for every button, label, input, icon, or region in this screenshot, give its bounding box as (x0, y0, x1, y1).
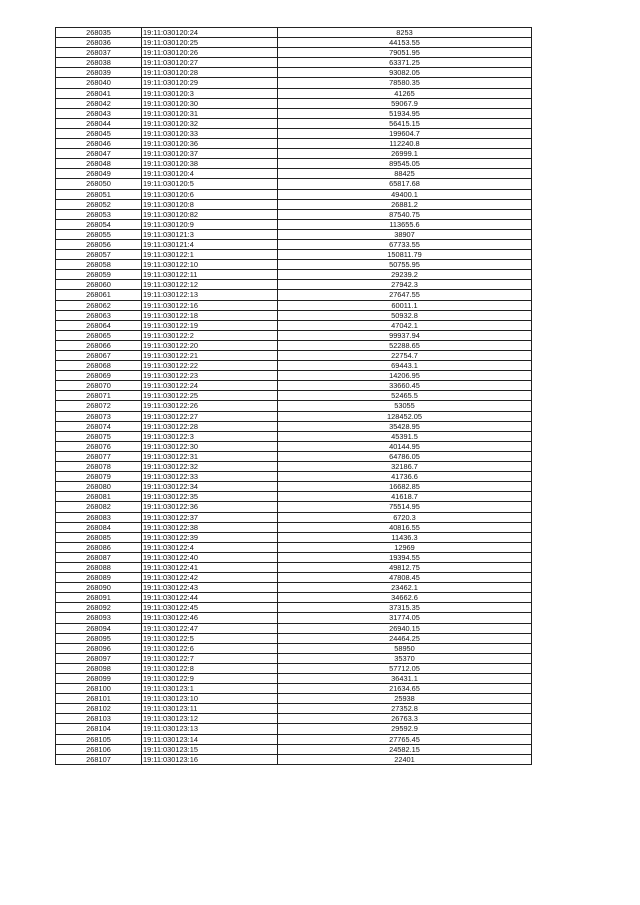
cadastral-number-cell: 19:11:030121:4 (142, 239, 278, 249)
table-body (56, 28, 532, 765)
cadastral-number-cell: 19:11:030122:32 (142, 462, 278, 472)
table-row (56, 552, 532, 562)
amount-cell: 52288.65 (278, 340, 532, 350)
cadastral-number-cell: 19:11:030120:36 (142, 139, 278, 149)
table-row (56, 643, 532, 653)
row-id-cell: 268054 (56, 219, 142, 229)
row-id-cell: 268035 (56, 28, 142, 38)
cadastral-number-cell: 19:11:030122:42 (142, 573, 278, 583)
cadastral-number-cell: 19:11:030120:27 (142, 58, 278, 68)
cadastral-number-cell: 19:11:030122:39 (142, 532, 278, 542)
cadastral-number-cell: 19:11:030120:82 (142, 209, 278, 219)
cadastral-number-cell: 19:11:030122:20 (142, 340, 278, 350)
cadastral-number-cell: 19:11:030122:33 (142, 472, 278, 482)
table-row (56, 209, 532, 219)
cadastral-number-cell: 19:11:030122:9 (142, 674, 278, 684)
table-row (56, 48, 532, 58)
table-row (56, 462, 532, 472)
cadastral-number-cell: 19:11:030122:40 (142, 552, 278, 562)
table-row (56, 573, 532, 583)
cadastral-number-cell: 19:11:030122:25 (142, 391, 278, 401)
row-id-cell: 268066 (56, 340, 142, 350)
cadastral-number-cell: 19:11:030120:31 (142, 108, 278, 118)
table-row (56, 441, 532, 451)
row-id-cell: 268036 (56, 38, 142, 48)
amount-cell: 41618.7 (278, 492, 532, 502)
table-row (56, 704, 532, 714)
row-id-cell: 268040 (56, 78, 142, 88)
table-row (56, 714, 532, 724)
row-id-cell: 268065 (56, 330, 142, 340)
table-row (56, 108, 532, 118)
amount-cell: 45391.5 (278, 431, 532, 441)
cadastral-number-cell: 19:11:030120:9 (142, 219, 278, 229)
cadastral-number-cell: 19:11:030121:3 (142, 229, 278, 239)
cadastral-number-cell: 19:11:030122:37 (142, 512, 278, 522)
row-id-cell: 268050 (56, 179, 142, 189)
table-row (56, 744, 532, 754)
amount-cell: 75514.95 (278, 502, 532, 512)
table-row (56, 340, 532, 350)
cadastral-number-cell: 19:11:030120:3 (142, 88, 278, 98)
cadastral-number-cell: 19:11:030120:6 (142, 189, 278, 199)
cadastral-number-cell: 19:11:030120:30 (142, 98, 278, 108)
cadastral-number-cell: 19:11:030120:29 (142, 78, 278, 88)
data-table (55, 27, 532, 765)
amount-cell: 31774.05 (278, 613, 532, 623)
cadastral-number-cell: 19:11:030122:22 (142, 361, 278, 371)
table-row (56, 98, 532, 108)
amount-cell: 26763.3 (278, 714, 532, 724)
cadastral-number-cell: 19:11:030122:35 (142, 492, 278, 502)
row-id-cell: 268052 (56, 199, 142, 209)
table-row (56, 623, 532, 633)
row-id-cell: 268088 (56, 562, 142, 572)
cadastral-number-cell: 19:11:030122:10 (142, 260, 278, 270)
amount-cell: 67733.55 (278, 239, 532, 249)
amount-cell: 11436.3 (278, 532, 532, 542)
document-page (55, 27, 531, 765)
row-id-cell: 268082 (56, 502, 142, 512)
row-id-cell: 268069 (56, 371, 142, 381)
table-row (56, 38, 532, 48)
amount-cell: 26940.15 (278, 623, 532, 633)
row-id-cell: 268090 (56, 583, 142, 593)
table-row (56, 199, 532, 209)
cadastral-number-cell: 19:11:030122:36 (142, 502, 278, 512)
cadastral-number-cell: 19:11:030123:10 (142, 694, 278, 704)
amount-cell: 47042.1 (278, 320, 532, 330)
table-row (56, 270, 532, 280)
row-id-cell: 268064 (56, 320, 142, 330)
table-row (56, 310, 532, 320)
table-row (56, 169, 532, 179)
cadastral-number-cell: 19:11:030122:7 (142, 653, 278, 663)
table-row (56, 583, 532, 593)
amount-cell: 40144.95 (278, 441, 532, 451)
row-id-cell: 268101 (56, 694, 142, 704)
cadastral-number-cell: 19:11:030122:44 (142, 593, 278, 603)
table-row (56, 128, 532, 138)
amount-cell: 24582.15 (278, 744, 532, 754)
table-row (56, 78, 532, 88)
table-row (56, 391, 532, 401)
cadastral-number-cell: 19:11:030122:23 (142, 371, 278, 381)
amount-cell: 27647.55 (278, 290, 532, 300)
amount-cell: 63371.25 (278, 58, 532, 68)
amount-cell: 53055 (278, 401, 532, 411)
cadastral-number-cell: 19:11:030123:14 (142, 734, 278, 744)
amount-cell: 8253 (278, 28, 532, 38)
row-id-cell: 268089 (56, 573, 142, 583)
amount-cell: 32186.7 (278, 462, 532, 472)
table-row (56, 320, 532, 330)
row-id-cell: 268063 (56, 310, 142, 320)
table-row (56, 179, 532, 189)
table-row (56, 58, 532, 68)
row-id-cell: 268078 (56, 462, 142, 472)
cadastral-number-cell: 19:11:030120:38 (142, 159, 278, 169)
table-row (56, 239, 532, 249)
amount-cell: 25938 (278, 694, 532, 704)
row-id-cell: 268048 (56, 159, 142, 169)
row-id-cell: 268104 (56, 724, 142, 734)
row-id-cell: 268058 (56, 260, 142, 270)
row-id-cell: 268103 (56, 714, 142, 724)
cadastral-number-cell: 19:11:030122:4 (142, 542, 278, 552)
row-id-cell: 268093 (56, 613, 142, 623)
cadastral-number-cell: 19:11:030122:21 (142, 351, 278, 361)
row-id-cell: 268099 (56, 674, 142, 684)
table-row (56, 512, 532, 522)
row-id-cell: 268045 (56, 128, 142, 138)
amount-cell: 60011.1 (278, 300, 532, 310)
row-id-cell: 268095 (56, 633, 142, 643)
table-row (56, 532, 532, 542)
cadastral-number-cell: 19:11:030120:32 (142, 118, 278, 128)
amount-cell: 51934.95 (278, 108, 532, 118)
table-row (56, 674, 532, 684)
amount-cell: 27352.8 (278, 704, 532, 714)
row-id-cell: 268081 (56, 492, 142, 502)
table-row (56, 542, 532, 552)
cadastral-number-cell: 19:11:030123:11 (142, 704, 278, 714)
table-row (56, 684, 532, 694)
amount-cell: 88425 (278, 169, 532, 179)
cadastral-number-cell: 19:11:030122:30 (142, 441, 278, 451)
cadastral-number-cell: 19:11:030122:13 (142, 290, 278, 300)
cadastral-number-cell: 19:11:030120:24 (142, 28, 278, 38)
cadastral-number-cell: 19:11:030122:28 (142, 421, 278, 431)
cadastral-number-cell: 19:11:030122:47 (142, 623, 278, 633)
amount-cell: 29592.9 (278, 724, 532, 734)
amount-cell: 26881.2 (278, 199, 532, 209)
table-row (56, 754, 532, 764)
table-row (56, 492, 532, 502)
amount-cell: 12969 (278, 542, 532, 552)
row-id-cell: 268060 (56, 280, 142, 290)
table-row (56, 159, 532, 169)
cadastral-number-cell: 19:11:030122:24 (142, 381, 278, 391)
amount-cell: 29239.2 (278, 270, 532, 280)
table-row (56, 250, 532, 260)
table-row (56, 68, 532, 78)
table-row (56, 28, 532, 38)
amount-cell: 27942.3 (278, 280, 532, 290)
table-row (56, 381, 532, 391)
cadastral-number-cell: 19:11:030122:31 (142, 451, 278, 461)
amount-cell: 16682.85 (278, 482, 532, 492)
row-id-cell: 268074 (56, 421, 142, 431)
row-id-cell: 268098 (56, 663, 142, 673)
table-row (56, 522, 532, 532)
row-id-cell: 268077 (56, 451, 142, 461)
table-row (56, 351, 532, 361)
row-id-cell: 268041 (56, 88, 142, 98)
row-id-cell: 268059 (56, 270, 142, 280)
row-id-cell: 268106 (56, 744, 142, 754)
row-id-cell: 268083 (56, 512, 142, 522)
amount-cell: 89545.05 (278, 159, 532, 169)
table-row (56, 482, 532, 492)
amount-cell: 38907 (278, 229, 532, 239)
cadastral-number-cell: 19:11:030120:5 (142, 179, 278, 189)
row-id-cell: 268085 (56, 532, 142, 542)
row-id-cell: 268047 (56, 149, 142, 159)
row-id-cell: 268084 (56, 522, 142, 532)
cadastral-number-cell: 19:11:030122:45 (142, 603, 278, 613)
row-id-cell: 268062 (56, 300, 142, 310)
row-id-cell: 268080 (56, 482, 142, 492)
cadastral-number-cell: 19:11:030120:4 (142, 169, 278, 179)
amount-cell: 112240.8 (278, 139, 532, 149)
amount-cell: 93082.05 (278, 68, 532, 78)
amount-cell: 87540.75 (278, 209, 532, 219)
amount-cell: 19394.55 (278, 552, 532, 562)
table-row (56, 694, 532, 704)
amount-cell: 24464.25 (278, 633, 532, 643)
row-id-cell: 268100 (56, 684, 142, 694)
row-id-cell: 268102 (56, 704, 142, 714)
cadastral-number-cell: 19:11:030122:46 (142, 613, 278, 623)
table-row (56, 361, 532, 371)
table-row (56, 663, 532, 673)
cadastral-number-cell: 19:11:030122:11 (142, 270, 278, 280)
table-row (56, 219, 532, 229)
amount-cell: 22754.7 (278, 351, 532, 361)
cadastral-number-cell: 19:11:030120:28 (142, 68, 278, 78)
table-row (56, 88, 532, 98)
table-row (56, 562, 532, 572)
cadastral-number-cell: 19:11:030122:43 (142, 583, 278, 593)
cadastral-number-cell: 19:11:030120:33 (142, 128, 278, 138)
amount-cell: 50932.8 (278, 310, 532, 320)
cadastral-number-cell: 19:11:030123:13 (142, 724, 278, 734)
cadastral-number-cell: 19:11:030120:37 (142, 149, 278, 159)
cadastral-number-cell: 19:11:030120:26 (142, 48, 278, 58)
amount-cell: 6720.3 (278, 512, 532, 522)
cadastral-number-cell: 19:11:030123:15 (142, 744, 278, 754)
row-id-cell: 268055 (56, 229, 142, 239)
cadastral-number-cell: 19:11:030122:5 (142, 633, 278, 643)
amount-cell: 150811.79 (278, 250, 532, 260)
amount-cell: 65817.68 (278, 179, 532, 189)
amount-cell: 41265 (278, 88, 532, 98)
table-row (56, 149, 532, 159)
table-row (56, 431, 532, 441)
amount-cell: 44153.55 (278, 38, 532, 48)
table-row (56, 280, 532, 290)
amount-cell: 58950 (278, 643, 532, 653)
cadastral-number-cell: 19:11:030122:19 (142, 320, 278, 330)
row-id-cell: 268071 (56, 391, 142, 401)
row-id-cell: 268053 (56, 209, 142, 219)
amount-cell: 69443.1 (278, 361, 532, 371)
row-id-cell: 268076 (56, 441, 142, 451)
row-id-cell: 268073 (56, 411, 142, 421)
table-row (56, 371, 532, 381)
row-id-cell: 268092 (56, 603, 142, 613)
table-row (56, 139, 532, 149)
row-id-cell: 268037 (56, 48, 142, 58)
cadastral-number-cell: 19:11:030123:12 (142, 714, 278, 724)
table-row (56, 734, 532, 744)
amount-cell: 99937.94 (278, 330, 532, 340)
amount-cell: 26999.1 (278, 149, 532, 159)
row-id-cell: 268061 (56, 290, 142, 300)
table-row (56, 472, 532, 482)
table-row (56, 451, 532, 461)
row-id-cell: 268107 (56, 754, 142, 764)
cadastral-number-cell: 19:11:030122:12 (142, 280, 278, 290)
table-row (56, 603, 532, 613)
amount-cell: 50755.95 (278, 260, 532, 270)
cadastral-number-cell: 19:11:030122:3 (142, 431, 278, 441)
table-row (56, 300, 532, 310)
amount-cell: 37315.35 (278, 603, 532, 613)
row-id-cell: 268079 (56, 472, 142, 482)
amount-cell: 35370 (278, 653, 532, 663)
cadastral-number-cell: 19:11:030122:34 (142, 482, 278, 492)
amount-cell: 199604.7 (278, 128, 532, 138)
table-row (56, 330, 532, 340)
amount-cell: 34662.6 (278, 593, 532, 603)
cadastral-number-cell: 19:11:030122:27 (142, 411, 278, 421)
cadastral-number-cell: 19:11:030122:2 (142, 330, 278, 340)
amount-cell: 128452.05 (278, 411, 532, 421)
table-row (56, 633, 532, 643)
table-row (56, 421, 532, 431)
row-id-cell: 268046 (56, 139, 142, 149)
row-id-cell: 268039 (56, 68, 142, 78)
table-row (56, 502, 532, 512)
table-row (56, 613, 532, 623)
table-row (56, 653, 532, 663)
row-id-cell: 268091 (56, 593, 142, 603)
table-row (56, 260, 532, 270)
row-id-cell: 268049 (56, 169, 142, 179)
amount-cell: 64786.05 (278, 451, 532, 461)
amount-cell: 49400.1 (278, 189, 532, 199)
cadastral-number-cell: 19:11:030122:26 (142, 401, 278, 411)
row-id-cell: 268096 (56, 643, 142, 653)
cadastral-number-cell: 19:11:030122:18 (142, 310, 278, 320)
amount-cell: 59067.9 (278, 98, 532, 108)
cadastral-number-cell: 19:11:030122:8 (142, 663, 278, 673)
table-row (56, 290, 532, 300)
amount-cell: 78580.35 (278, 78, 532, 88)
amount-cell: 14206.95 (278, 371, 532, 381)
amount-cell: 36431.1 (278, 674, 532, 684)
row-id-cell: 268043 (56, 108, 142, 118)
cadastral-number-cell: 19:11:030122:6 (142, 643, 278, 653)
row-id-cell: 268075 (56, 431, 142, 441)
amount-cell: 41736.6 (278, 472, 532, 482)
amount-cell: 47808.45 (278, 573, 532, 583)
amount-cell: 21634.65 (278, 684, 532, 694)
cadastral-number-cell: 19:11:030120:25 (142, 38, 278, 48)
amount-cell: 79051.95 (278, 48, 532, 58)
cadastral-number-cell: 19:11:030122:38 (142, 522, 278, 532)
cadastral-number-cell: 19:11:030122:1 (142, 250, 278, 260)
amount-cell: 33660.45 (278, 381, 532, 391)
row-id-cell: 268057 (56, 250, 142, 260)
row-id-cell: 268087 (56, 552, 142, 562)
row-id-cell: 268067 (56, 351, 142, 361)
row-id-cell: 268051 (56, 189, 142, 199)
cadastral-number-cell: 19:11:030122:41 (142, 562, 278, 572)
row-id-cell: 268042 (56, 98, 142, 108)
table-row (56, 118, 532, 128)
table-row (56, 401, 532, 411)
amount-cell: 40816.55 (278, 522, 532, 532)
row-id-cell: 268070 (56, 381, 142, 391)
table-row (56, 593, 532, 603)
row-id-cell: 268105 (56, 734, 142, 744)
amount-cell: 113655.6 (278, 219, 532, 229)
table-row (56, 724, 532, 734)
table-row (56, 411, 532, 421)
cadastral-number-cell: 19:11:030120:8 (142, 199, 278, 209)
cadastral-number-cell: 19:11:030123:1 (142, 684, 278, 694)
row-id-cell: 268072 (56, 401, 142, 411)
row-id-cell: 268044 (56, 118, 142, 128)
cadastral-number-cell: 19:11:030122:16 (142, 300, 278, 310)
cadastral-number-cell: 19:11:030123:16 (142, 754, 278, 764)
table-row (56, 229, 532, 239)
amount-cell: 22401 (278, 754, 532, 764)
amount-cell: 56415.15 (278, 118, 532, 128)
amount-cell: 49812.75 (278, 562, 532, 572)
row-id-cell: 268068 (56, 361, 142, 371)
amount-cell: 23462.1 (278, 583, 532, 593)
amount-cell: 35428.95 (278, 421, 532, 431)
row-id-cell: 268086 (56, 542, 142, 552)
amount-cell: 52465.5 (278, 391, 532, 401)
amount-cell: 27765.45 (278, 734, 532, 744)
row-id-cell: 268094 (56, 623, 142, 633)
row-id-cell: 268038 (56, 58, 142, 68)
table-row (56, 189, 532, 199)
amount-cell: 57712.05 (278, 663, 532, 673)
row-id-cell: 268056 (56, 239, 142, 249)
row-id-cell: 268097 (56, 653, 142, 663)
